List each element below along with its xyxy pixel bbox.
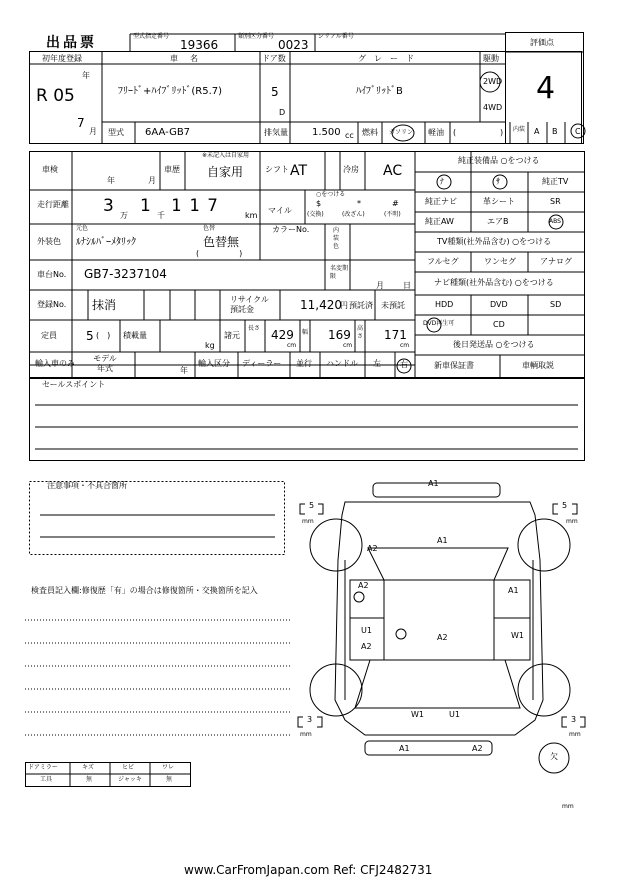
- handle-right[interactable]: 右: [400, 360, 408, 369]
- door-count: 5: [271, 85, 279, 99]
- color-label: 外装色: [37, 237, 61, 246]
- capacity-label: 定員: [41, 331, 57, 340]
- import-type-label: 輸入区分: [198, 359, 230, 368]
- mark-rear-bumper-right: A2: [472, 744, 483, 753]
- tread-rear-right: 3: [571, 715, 577, 724]
- tv-analog[interactable]: アナログ: [540, 257, 572, 266]
- length-unit: cm: [287, 342, 297, 349]
- recycle-value: 11,420: [300, 298, 342, 312]
- inspection-month-unit: 月: [148, 176, 156, 185]
- tread-rear-left-unit: mm: [300, 731, 312, 738]
- tread-front-left-unit: mm: [302, 518, 314, 525]
- navi-hdd[interactable]: HDD: [435, 300, 454, 309]
- car-name-label: 車名: [170, 54, 210, 63]
- handle-left[interactable]: 左: [373, 359, 381, 368]
- legend-mirror: ドアミラー: [28, 764, 58, 771]
- mark-hood: A1: [437, 536, 448, 545]
- mark-left-rear-door-u: U1: [361, 626, 372, 635]
- man-unit: 万: [120, 211, 128, 220]
- drive-4wd[interactable]: 4WD: [483, 103, 503, 112]
- equip-aw[interactable]: 純正AW: [425, 217, 454, 226]
- first-reg-label: 初年度登録: [42, 54, 82, 63]
- import-label: 輸入車のみ: [35, 359, 75, 368]
- mark-rear-u: U1: [449, 710, 460, 719]
- interior-grade-b[interactable]: B: [552, 127, 558, 136]
- color-paren: ( ): [196, 249, 243, 258]
- sales-point-label: セールスポイント: [42, 380, 106, 389]
- door-type: D: [279, 108, 286, 117]
- navi-sd[interactable]: SD: [550, 300, 562, 309]
- color-change-label: 色替: [203, 225, 216, 232]
- mileage-mark-label: ○をつける: [316, 191, 346, 198]
- height-unit: cm: [400, 342, 410, 349]
- mark-right-front-door: A1: [508, 586, 519, 595]
- mileage-opt-replaced[interactable]: (交換): [307, 211, 324, 218]
- mark-rear-w: W1: [411, 710, 424, 719]
- equip-sunroof[interactable]: SR: [550, 197, 561, 206]
- name-change-month-unit: 月: [376, 281, 384, 290]
- legend-tools: 工具: [40, 776, 53, 783]
- interior-grade-c[interactable]: C: [575, 127, 581, 136]
- legend-scratch: キズ: [82, 764, 94, 771]
- height-value: 171: [384, 328, 407, 342]
- equip-sr-mark[interactable]: ｻ: [496, 177, 500, 186]
- inspection-label: 車検: [42, 165, 58, 174]
- mark-front-left-fender: A2: [367, 544, 378, 553]
- mark-right-rear-door: W1: [511, 631, 524, 640]
- mileage-label: 走行距離: [37, 200, 69, 209]
- legend-jack-value: 無: [166, 776, 173, 783]
- recycle-unit: 円: [340, 301, 348, 310]
- height-label: 高さ: [357, 325, 364, 340]
- displacement-unit: cc: [345, 131, 354, 140]
- sen-unit: 千: [157, 211, 165, 220]
- inspector-label: 検査員記入欄:修復歴「有」の場合は修復箇所・交換箇所を記入: [31, 586, 258, 595]
- later-title: 後日発送品 ○をつける: [453, 340, 535, 349]
- displacement-value: 1.500: [312, 127, 341, 138]
- tread-rear-left: 3: [307, 715, 313, 724]
- ac-label: 冷房: [343, 165, 359, 174]
- tv-title: TV種類(社外品含む) ○をつける: [437, 237, 552, 246]
- mileage-rest: 117: [171, 196, 226, 216]
- spare-tire-mark: 欠: [550, 752, 558, 761]
- mark-roof: A2: [437, 633, 448, 642]
- drive-label: 駆動: [483, 54, 499, 63]
- navi-dvd-play[interactable]: DVD再生可: [423, 320, 455, 327]
- import-parallel[interactable]: 並行: [296, 359, 312, 368]
- length-label: 長さ: [248, 325, 261, 332]
- fuel-light-oil[interactable]: 軽油: [428, 128, 444, 137]
- equip-navi-mark[interactable]: ﾅ: [440, 177, 444, 186]
- first-reg-month: 7: [77, 116, 85, 130]
- shift-value: AT: [290, 163, 308, 179]
- doors-label: ドア数: [262, 54, 286, 63]
- legend-jack: ジャッキ: [118, 776, 142, 783]
- equip-abs[interactable]: ABS: [549, 218, 561, 225]
- class-no: 0023: [278, 38, 309, 52]
- mileage-opt-unknown-mark: #: [392, 199, 399, 208]
- first-reg-era: R 05: [36, 86, 75, 106]
- type-label: 型式: [108, 128, 124, 137]
- mark-left-rear-door-a: A2: [361, 642, 372, 651]
- navi-cd[interactable]: CD: [493, 320, 505, 329]
- color-no-label: カラーNo.: [272, 225, 310, 234]
- type-value: 6AA-GB7: [145, 127, 191, 138]
- equip-airbag[interactable]: エアB: [487, 217, 509, 226]
- ac-value: AC: [383, 163, 403, 179]
- year-suffix: 年: [82, 71, 90, 80]
- notes-label: 注意事項・不具合箇所: [47, 481, 127, 490]
- tv-oneseg[interactable]: ワンセグ: [484, 257, 516, 266]
- later-warranty[interactable]: 新車保証書: [434, 361, 474, 370]
- recycle-label: リサイクル預託金: [230, 295, 269, 314]
- model-year-label: モデル年式: [93, 354, 117, 373]
- tread-front-right: 5: [562, 501, 568, 510]
- capacity-value: 5: [86, 329, 94, 343]
- mileage-opt-altered[interactable]: (改ざん): [342, 211, 365, 218]
- class-no-label: 類別区分番号: [238, 33, 275, 40]
- equip-tv[interactable]: 純正TV: [542, 177, 569, 186]
- equip-navi[interactable]: 純正ナビ: [425, 197, 457, 206]
- handle-label: ハンドル: [326, 359, 358, 368]
- model-no: 19366: [180, 38, 219, 52]
- navi-title: ナビ種類(社外品含む) ○をつける: [434, 278, 554, 287]
- chassis-value: GB7-3237104: [84, 267, 167, 281]
- name-change-label: 名変期限: [330, 265, 349, 280]
- legend-break: ワレ: [162, 764, 175, 771]
- spare-tire-unit: mm: [562, 803, 574, 810]
- reg-value: 抹消: [92, 298, 117, 312]
- legend-crack: ヒビ: [122, 764, 135, 771]
- equip-leather[interactable]: 革シート: [483, 197, 515, 206]
- grade-value: ﾊｲﾌﾞﾘｯﾄﾞB: [356, 86, 403, 97]
- equipment-title: 純正装備品 ○をつける: [458, 156, 540, 165]
- navi-dvd[interactable]: DVD: [490, 300, 508, 309]
- score-value: 4: [536, 71, 556, 106]
- tread-front-right-unit: mm: [566, 518, 578, 525]
- drive-2wd[interactable]: 2WD: [483, 77, 503, 86]
- load-label: 積載量: [123, 331, 147, 340]
- mark-left-front-door: A2: [358, 581, 369, 590]
- inspection-year-unit: 年: [107, 176, 115, 185]
- mileage-opt-mile[interactable]: マイル: [268, 206, 292, 215]
- tv-fullseg[interactable]: フルセグ: [427, 257, 459, 266]
- fuel-gasoline[interactable]: ガソリン: [389, 129, 414, 136]
- tread-front-left: 5: [309, 501, 315, 510]
- km-unit: km: [245, 211, 258, 220]
- mileage-opt-altered-mark: *: [357, 199, 361, 208]
- month-suffix: 月: [89, 127, 97, 136]
- recycle-deposited[interactable]: 預託済: [349, 301, 373, 310]
- chassis-label: 車台No.: [37, 270, 67, 279]
- displacement-label: 排気量: [264, 128, 288, 137]
- shift-label: シフト: [265, 165, 289, 174]
- length-value: 429: [271, 328, 294, 342]
- width-unit: cm: [343, 342, 353, 349]
- mark-front-bumper: A1: [428, 479, 439, 488]
- grade-label: グレード: [358, 54, 422, 63]
- history-value: 自家用: [207, 165, 244, 179]
- footer-ref: www.CarFromJapan.com Ref: CFJ2482731: [184, 863, 433, 877]
- width-label: 幅: [302, 329, 309, 336]
- reg-label: 登録No.: [37, 300, 67, 309]
- color-value: ﾙﾅｼﾙﾊﾞｰﾒﾀﾘｯｸ: [76, 237, 136, 248]
- interior-grade-a[interactable]: A: [534, 127, 540, 136]
- car-name: ﾌﾘｰﾄﾞ+ﾊｲﾌﾞﾘｯﾄﾞ(R5.7): [118, 86, 223, 97]
- interior-color-label: 内装色: [333, 227, 340, 250]
- model-no-label: 型式指定番号: [133, 33, 170, 40]
- width-value: 169: [328, 328, 351, 342]
- later-manual[interactable]: 車輌取説: [522, 361, 554, 370]
- dims-label: 諸元: [224, 331, 240, 340]
- history-label: 車歴: [164, 165, 180, 174]
- serial-label: シリアル番号: [318, 33, 354, 40]
- color-orig-label: 元色: [76, 225, 89, 232]
- kg-unit: kg: [205, 341, 215, 350]
- tread-rear-right-unit: mm: [569, 731, 581, 738]
- recycle-not-deposited[interactable]: 未預託: [381, 301, 405, 310]
- color-change-value: 色替無: [203, 235, 240, 249]
- model-year-unit: 年: [180, 366, 188, 375]
- fuel-label: 燃料: [362, 128, 378, 137]
- sheet-title: 出品票: [46, 35, 97, 51]
- interior-label: 内装: [513, 126, 526, 133]
- mark-rear-bumper-left: A1: [399, 744, 410, 753]
- history-note: ※未記入は自家用: [202, 152, 250, 159]
- score-label: 評価点: [530, 38, 554, 47]
- mileage-sen: 1: [140, 196, 151, 216]
- mileage-opt-replaced-mark: $: [316, 199, 322, 208]
- import-dealer[interactable]: ディーラー: [242, 359, 282, 368]
- capacity-paren: ( ): [96, 331, 111, 340]
- mileage-opt-unknown[interactable]: (不明): [384, 211, 401, 218]
- legend-tools-value: 無: [86, 776, 93, 783]
- mileage-man: 3: [103, 196, 114, 216]
